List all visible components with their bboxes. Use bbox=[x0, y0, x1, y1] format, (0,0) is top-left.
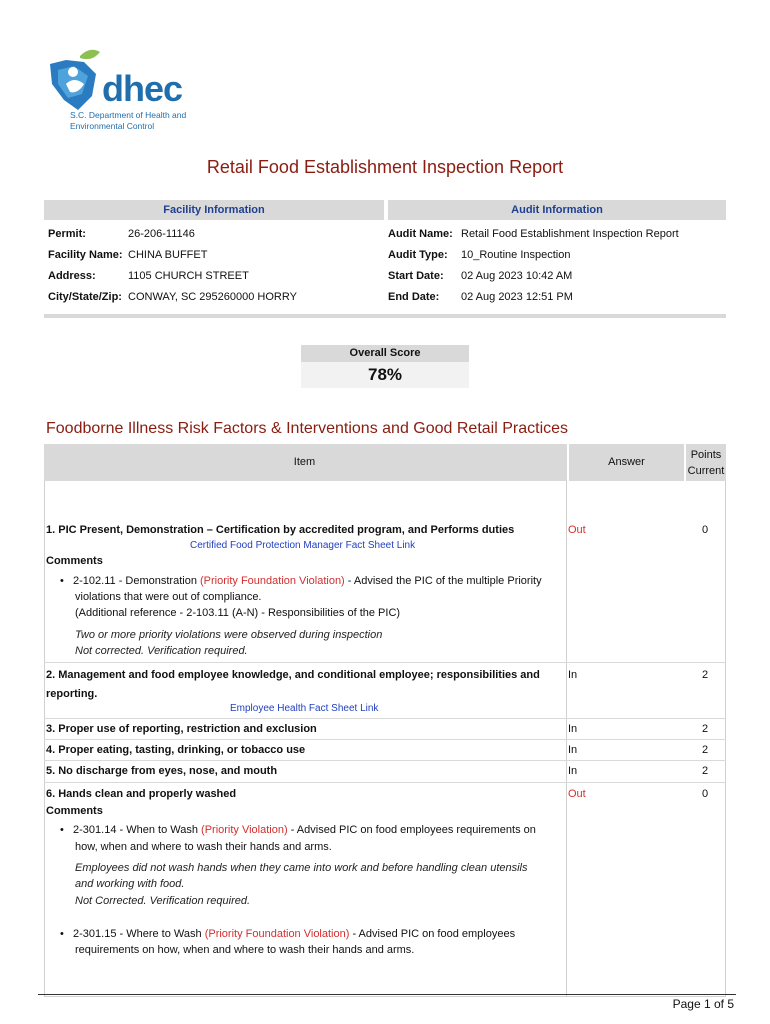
item-6-comments-label: Comments bbox=[46, 805, 103, 817]
facility-info-header: Facility Information bbox=[44, 200, 384, 220]
permit-value: 26-206-11146 bbox=[128, 228, 195, 240]
item-6-b1-code: 2-301.14 - When to Wash bbox=[73, 824, 202, 836]
item-1-b1-line-2: violations that were out of compliance. bbox=[75, 591, 262, 603]
logo-wordmark: dhec bbox=[102, 68, 183, 109]
audit-info-header: Audit Information bbox=[388, 200, 726, 220]
item-2-points: 2 bbox=[702, 669, 709, 681]
facility-name-value: CHINA BUFFET bbox=[128, 249, 208, 261]
logo-subtitle bbox=[70, 110, 210, 132]
points-header-line-1: Points bbox=[690, 449, 722, 461]
dhec-logo bbox=[44, 44, 204, 134]
item-6-b2-detail: - Advised PIC on food employees bbox=[349, 928, 516, 940]
audit-name-value: Retail Food Establishment Inspection Report bbox=[461, 228, 679, 240]
item-1-answer: Out bbox=[568, 524, 586, 536]
item-6-note-1: Employees did not wash hands when they came into work and before handling clean utensils bbox=[75, 862, 528, 874]
column-header-answer: Answer bbox=[567, 444, 684, 481]
start-date-label: Start Date: bbox=[388, 270, 444, 282]
audit-info bbox=[385, 224, 726, 308]
overall-score-value: 78% bbox=[301, 362, 469, 388]
item-6-points: 0 bbox=[702, 788, 709, 800]
section-title: Foodborne Illness Risk Factors & Interventions and Good Retail Practices bbox=[46, 420, 569, 437]
item-5-answer: In bbox=[568, 765, 578, 777]
info-table bbox=[44, 200, 726, 318]
item-4-answer: In bbox=[568, 744, 578, 756]
overall-score-box bbox=[301, 345, 469, 388]
item-5-text: 5. No discharge from eyes, nose, and mouth bbox=[46, 765, 278, 777]
item-3-points: 2 bbox=[702, 723, 709, 735]
item-6-bullet-2: • 2-301.15 - Where to Wash (Priority Foundation Violation) - Advised PIC on food employees bbox=[60, 928, 516, 940]
item-4-points: 2 bbox=[702, 744, 709, 756]
item-6-text: 6. Hands clean and properly washed bbox=[46, 788, 237, 800]
item-6-note-3: Not Corrected. Verification required. bbox=[75, 895, 251, 907]
city-label: City/State/Zip: bbox=[48, 291, 122, 303]
end-date-label: End Date: bbox=[388, 291, 440, 303]
overall-score-label: Overall Score bbox=[301, 345, 469, 362]
item-2-answer: In bbox=[568, 669, 578, 681]
address-label: Address: bbox=[48, 270, 96, 282]
item-1-note-2: Not corrected. Verification required. bbox=[75, 645, 248, 657]
item-1-b1-code: 2-102.11 - Demonstration bbox=[73, 575, 201, 587]
item-1-bullet-1: • 2-102.11 - Demonstration (Priority Foundation Violation) - Advised the PIC of the multiple Priority bbox=[60, 575, 542, 587]
item-4-text: 4. Proper eating, tasting, drinking, or tobacco use bbox=[46, 744, 306, 756]
item-6-b2-code: 2-301.15 - Where to Wash bbox=[73, 928, 205, 940]
city-value: CONWAY, SC 295260000 HORRY bbox=[128, 291, 297, 303]
item-3-answer: In bbox=[568, 723, 578, 735]
item-6-b2-line-2: requirements on how, when and where to wash their hands and arms. bbox=[75, 944, 415, 956]
info-divider bbox=[44, 314, 726, 318]
column-header-points bbox=[684, 444, 726, 481]
item-6-note-2: and working with food. bbox=[75, 878, 185, 890]
end-date-value: 02 Aug 2023 12:51 PM bbox=[461, 291, 573, 303]
item-2-text-line-1: 2. Management and food employee knowledge, and conditional employee; responsibilities and bbox=[46, 669, 540, 681]
item-6-answer: Out bbox=[568, 788, 586, 800]
risk-factors-table bbox=[44, 444, 726, 997]
audit-type-label: Audit Type: bbox=[388, 249, 448, 261]
points-header-line-2: Current bbox=[687, 465, 725, 477]
item-1-b1-violation: (Priority Foundation Violation) bbox=[200, 575, 345, 587]
address-value: 1105 CHURCH STREET bbox=[128, 270, 249, 282]
audit-name-label: Audit Name: bbox=[388, 228, 453, 240]
item-6-b1-detail: - Advised PIC on food employees requirements on bbox=[287, 824, 536, 836]
item-2-text-line-2: reporting. bbox=[46, 688, 98, 700]
logo-subtitle-line-1: S.C. Department of Health and bbox=[70, 110, 187, 120]
item-2-fact-sheet-link[interactable]: Employee Health Fact Sheet Link bbox=[230, 703, 379, 714]
table-header bbox=[44, 444, 726, 481]
item-1-text: 1. PIC Present, Demonstration – Certification by accredited program, and Performs duties bbox=[46, 524, 515, 536]
item-1-points: 0 bbox=[702, 524, 709, 536]
item-6-b1-line-2: how, when and where to wash their hands and arms. bbox=[75, 841, 332, 853]
logo-subtitle-line-2: Environmental Control bbox=[70, 121, 155, 131]
report-title: Retail Food Establishment Inspection Report bbox=[206, 157, 564, 177]
facility-name-label: Facility Name: bbox=[48, 249, 123, 261]
facility-info bbox=[44, 224, 385, 308]
start-date-value: 02 Aug 2023 10:42 AM bbox=[461, 270, 573, 282]
item-6-bullet-1: • 2-301.14 - When to Wash (Priority Violation) - Advised PIC on food employees requirements on bbox=[60, 824, 536, 836]
item-5-points: 2 bbox=[702, 765, 709, 777]
item-6-b2-violation: (Priority Foundation Violation) bbox=[204, 928, 350, 940]
audit-type-value: 10_Routine Inspection bbox=[461, 249, 571, 261]
item-1-b1-detail: - Advised the PIC of the multiple Priority bbox=[344, 575, 542, 587]
permit-label: Permit: bbox=[48, 228, 86, 240]
column-header-item: Item bbox=[293, 456, 316, 468]
item-1-fact-sheet-link[interactable]: Certified Food Protection Manager Fact Sheet Link bbox=[190, 540, 416, 551]
item-1-b1-line-3: (Additional reference - 2-103.11 (A-N) - Responsibilities of the PIC) bbox=[75, 607, 401, 619]
item-1-note-1: Two or more priority violations were observed during inspection bbox=[75, 629, 383, 641]
footer-divider bbox=[38, 994, 736, 995]
item-1-comments-label: Comments bbox=[46, 555, 103, 567]
item-6-b1-violation: (Priority Violation) bbox=[201, 824, 288, 836]
table-body bbox=[44, 481, 726, 997]
item-3-text: 3. Proper use of reporting, restriction and exclusion bbox=[46, 723, 317, 735]
page-number: Page 1 of 5 bbox=[672, 997, 734, 1011]
